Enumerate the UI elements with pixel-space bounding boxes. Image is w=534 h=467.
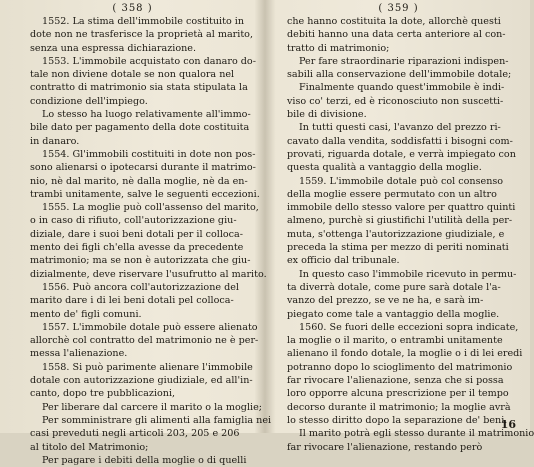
text-line: Per pagare i debiti della moglie o di quelli (42, 454, 247, 466)
text-line: preceda la stima per mezzo di periti nominati (287, 242, 509, 254)
text-line: 1553. L'immobile acquistato con danaro do- (42, 55, 256, 67)
text-line: Per somministrare gli alimenti alla famiglia nei (42, 414, 272, 426)
text-line: sono alienarsi o ipotecarsi durante il matrimo- (30, 162, 256, 174)
text-line: contratto di matrimonio sia stata stipulata la (30, 82, 248, 94)
text-line: o in caso di rifiuto, coll'autorizzazione giu- (30, 215, 237, 227)
text-line: tale non diviene dotale se non qualora nel (30, 69, 235, 81)
text-line: cavato dalla vendita, soddisfatti i bisogni com- (287, 135, 513, 147)
text-line: ta diverrà dotale, come pure sarà dotale l'a- (287, 281, 501, 293)
text-line: diziale, dare i suoi beni dotali per il colloca- (30, 228, 244, 240)
text-line: 1558. Si può parimente alienare l'immobile (42, 361, 253, 373)
text-line: provati, riguarda dotale, e verrà impiegato con (287, 148, 516, 160)
text-line: decorso durante il matrimonio; la moglie avrà (287, 401, 511, 413)
text-line: debiti hanno una data certa anteriore al con- (287, 29, 506, 41)
text-line: vanzo del prezzo, se ve ne ha, e sarà im- (287, 295, 484, 307)
text-line: In questo caso l'immobile ricevuto in permu- (299, 268, 517, 280)
text-line: della moglie essere permutato con un altro (287, 188, 497, 200)
text-line: questa qualità a vantaggio della moglie. (287, 162, 482, 174)
text-line: che hanno costituita la dote, allorchè questi (287, 16, 501, 27)
text-line: canto, dopo tre pubblicazioni, (30, 388, 176, 400)
text-line: Il marito potrà egli stesso durante il matrimonio (299, 428, 534, 440)
text-line: loro opporre alcuna prescrizione per il tempo (287, 388, 509, 400)
text-line: Per liberare dal carcere il marito o la moglie; (42, 401, 262, 413)
text-line: senza una espressa dichiarazione. (30, 42, 197, 54)
text-line: Per fare straordinarie riparazioni indispen- (299, 55, 509, 67)
text-line: casi preveduti negli articoli 203, 205 e 206 (30, 428, 240, 440)
page-number-header: ( 359 ) (378, 3, 419, 14)
text-line: potranno dopo lo scioglimento del matrimonio (287, 361, 513, 373)
text-line: alienano il fondo dotale, la moglie o i di lei eredi (287, 348, 523, 360)
text-line: immobile dello stesso valore per quattro quinti (287, 202, 516, 214)
text-line: allorchè col contratto del matrimonio ne è per- (30, 335, 259, 347)
text-line: bile dato per pagamento della dote costituita (30, 122, 250, 134)
text-line: dote non ne trasferisce la proprietà al marito, (30, 29, 254, 41)
right-page-text (267, 15, 534, 454)
text-line: far rivocare l'alienazione, restando però (287, 441, 483, 453)
text-line: dizialmente, deve riservare l'usufrutto al marito. (30, 268, 267, 280)
text-line: almeno, purchè si giustifichi l'utilità della per- (287, 215, 513, 227)
right-page (267, 0, 534, 453)
text-line: In tutti questi casi, l'avanzo del prezzo ri- (299, 122, 501, 134)
text-line: lo stesso diritto dopo la separazione de' beni. (287, 414, 508, 426)
text-line: viso co' terzi, ed è riconosciuto non suscetti- (287, 95, 504, 107)
text-line: nio, nè dal marito, nè dalla moglie, nè da en- (30, 175, 248, 187)
text-line: tratto di matrimonio; (287, 42, 390, 54)
page-number-header: ( 358 ) (112, 3, 153, 14)
text-line: 1559. L'immobile dotale può col consenso (299, 175, 504, 187)
signature-mark: 16 (500, 418, 516, 431)
text-line: matrimonio; ma se non è autorizzata che giu- (30, 255, 251, 267)
text-line: condizione dell'impiego. (30, 95, 148, 107)
text-line: far rivocare l'alienazione, senza che si possa (287, 375, 504, 387)
text-line: la moglie o il marito, o entrambi unitamente (287, 335, 503, 347)
text-line: in danaro. (30, 135, 80, 147)
text-line: trambi unitamente, salve le seguenti eccezioni. (30, 188, 260, 200)
text-line: 1552. La stima dell'immobile costituito in (42, 16, 245, 27)
text-line: 1555. La moglie può coll'assenso del marito, (42, 202, 259, 214)
text-line: piegato come tale a vantaggio della moglie. (287, 308, 500, 320)
text-line: 1557. L'immobile dotale può essere alienato (42, 321, 258, 333)
text-line: sabili alla conservazione dell'immobile dotale; (287, 69, 512, 81)
text-line: 1554. Gl'immobili costituiti in dote non pos- (42, 148, 256, 160)
text-line: mento de' figli comuni. (30, 308, 142, 320)
text-line: marito dare i di lei beni dotali pel colloca- (30, 295, 234, 307)
text-line: bile di divisione. (287, 109, 367, 121)
text-line: mento dei figli ch'ella avesse da precedente (30, 242, 244, 254)
text-line: 1556. Può ancora coll'autorizzazione del (42, 281, 240, 293)
text-line: ex officio dal tribunale. (287, 255, 400, 267)
text-line: dotale con autorizzazione giudiziale, ed all'in- (30, 375, 253, 387)
text-line: al titolo del Matrimonio; (30, 441, 149, 453)
text-line: muta, s'ottenga l'autorizzazione giudiziale, e (287, 228, 505, 240)
text-line: messa l'alienazione. (30, 348, 128, 360)
text-line: Lo stesso ha luogo relativamente all'immo- (42, 109, 251, 121)
text-line: Finalmente quando quest'immobile è indi- (299, 82, 505, 94)
left-page-text (0, 15, 272, 467)
text-line: 1560. Se fuori delle eccezioni sopra indicate, (299, 321, 519, 333)
